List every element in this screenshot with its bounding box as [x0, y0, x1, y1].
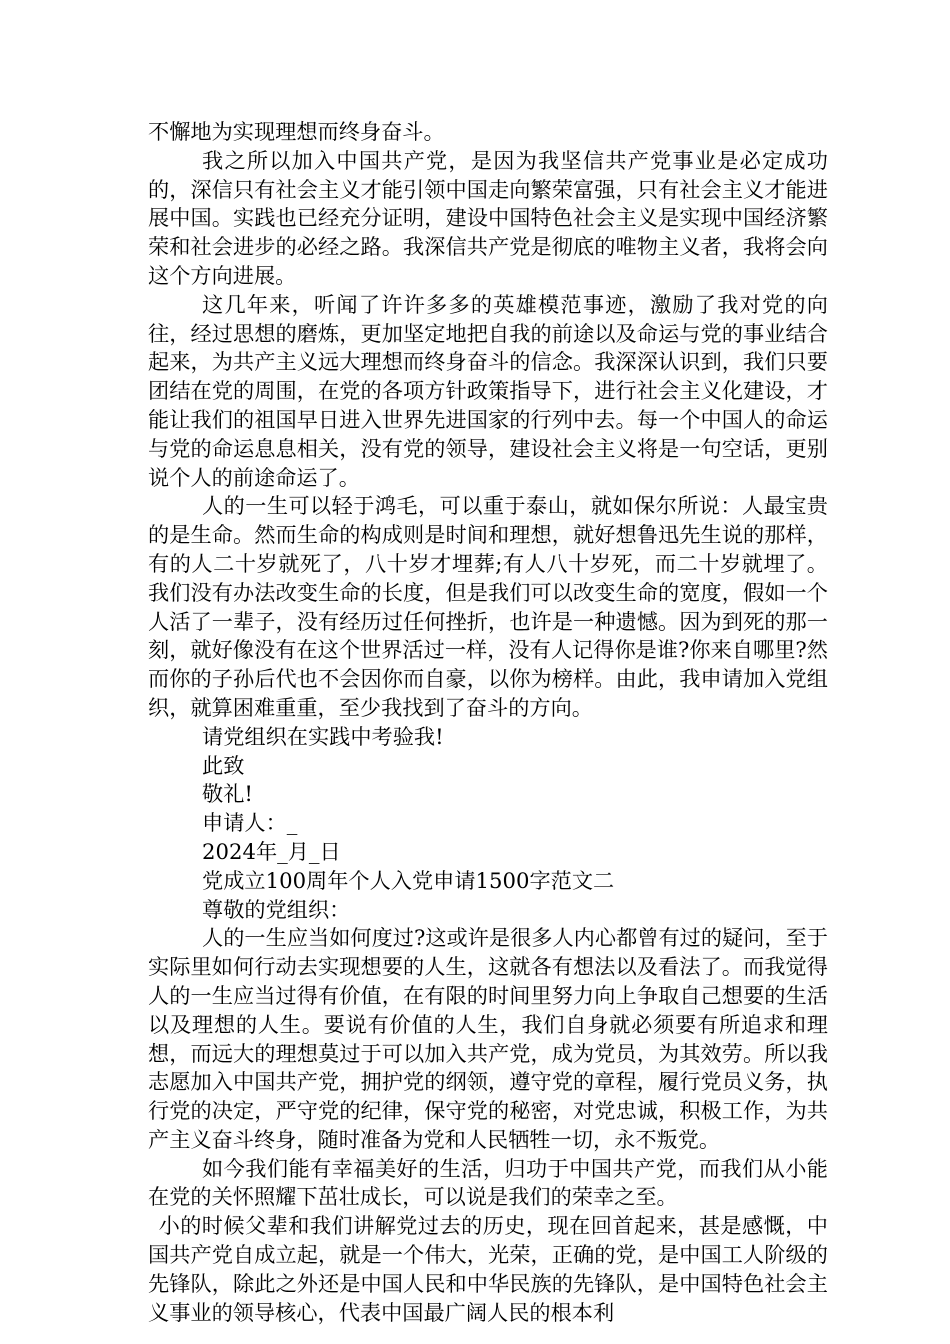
paragraph: 人的一生可以轻于鸿毛，可以重于泰山，就如保尔所说：人最宝贵的是生命。然而生命的构成则是时间和理想，就好想鲁迅先生说的那样，有的人二十岁就死了，八十岁才埋葬;有人八十岁死，而二十岁就埋了。我们没有办法改变生命的长度，但是我们可以改变生命的宽度，假如一个人活了一辈子，没有经历过任何挫折，也许是一种遗憾。因为到死的那一刻，就好像没有在这个世界活过一样，没有人记得你是谁?你来自哪里?然而你的子孙后代也不会因你而自豪，以你为榜样。由此，我申请加入党组织，就算困难重重，至少我找到了奋斗的方向。 — [148, 493, 828, 720]
greeting: 尊敬的党组织： — [202, 896, 351, 922]
date-line: 2024年_月_日 — [202, 838, 341, 864]
paragraph: 人的一生应当如何度过?这或许是很多人内心都曾有过的疑问，至于实际里如何行动去实现想要的人生，这就各有想法以及看法了。而我觉得人的一生应当过得有价值，在有限的时间里努力向上争取自己想要的生活以及理想的人生。要说有价值的人生，我们自身就必须要有所追求和理想，而远大的理想莫过于可以加入共产党，成为党员，为其效劳。所以我志愿加入中国共产党，拥护党的纲领，遵守党的章程，履行党员义务，执行党的决定，严守党的纪律，保守党的秘密，对党忠诚，积极工作，为共产主义奋斗终身，随时准备为党和人民牺牲一切，永不叛党。 — [148, 925, 828, 1152]
salutation-zhizhi: 此致 — [202, 752, 245, 778]
paragraph: 我之所以加入中国共产党，是因为我坚信共产党事业是必定成功的，深信只有社会主义才能引领中国走向繁荣富强，只有社会主义才能进展中国。实践也已经充分证明，建设中国特色社会主义是实现中国经济繁荣和社会进步的必经之路。我深信共产党是彻底的唯物主义者，我将会向这个方向进展。 — [148, 147, 828, 288]
closing-request: 请党组织在实践中考验我! — [202, 723, 444, 749]
paragraph: 如今我们能有幸福美好的生活，归功于中国共产党，而我们从小能在党的关怀照耀下茁壮成长，可以说是我们的荣幸之至。 — [148, 1155, 828, 1210]
document-body — [148, 118, 828, 1327]
applicant-signature: 申请人：_ — [202, 810, 298, 836]
section-title: 党成立100周年个人入党申请1500字范文二 — [202, 867, 615, 893]
salutation-jingli: 敬礼! — [202, 781, 253, 807]
paragraph: 小的时候父辈和我们讲解党过去的历史，现在回首起来，甚是感慨，中国共产党自成立起，就是一个伟大，光荣，正确的党，是中国工人阶级的先锋队，除此之外还是中国人民和中华民族的先锋队，是中国特色社会主义事业的领导核心，代表中国最广阔人民的根本利 — [148, 1213, 828, 1325]
paragraph: 这几年来，听闻了许许多多的英雄模范事迹，激励了我对党的向往，经过思想的磨炼，更加坚定地把自我的前途以及命运与党的事业结合起来，为共产主义远大理想而终身奋斗的信念。我深深认识到，我们只要团结在党的周围，在党的各项方针政策指导下，进行社会主义化建设，才能让我们的祖国早日进入世界先进国家的行列中去。每一个中国人的命运与党的命运息息相关，没有党的领导，建设社会主义将是一句空话，更别说个人的前途命运了。 — [148, 291, 828, 490]
paragraph-continuation: 不懈地为实现理想而终身奋斗。 — [148, 119, 445, 144]
